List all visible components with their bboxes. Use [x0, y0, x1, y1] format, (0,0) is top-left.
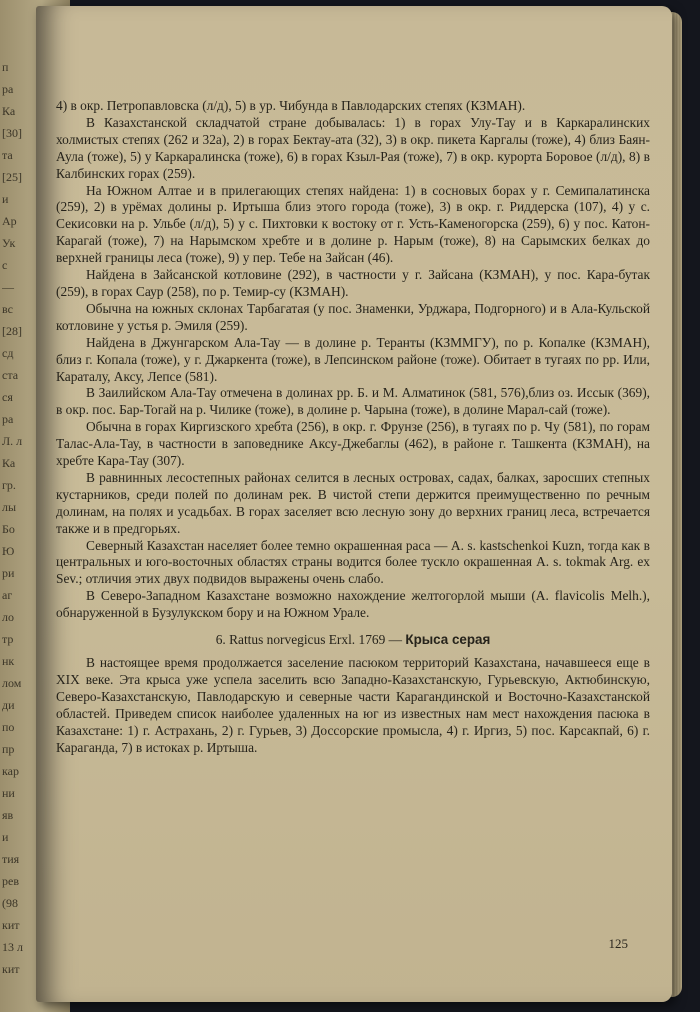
paragraph-3: На Южном Алтае и в прилегающих степях найдена: 1) в сосновых борах у г. Семипалатинска (259), 2) в урёмах долины р. Иртыша близ этого города (тоже), 3) в окр. г. Риддерска (107), 4) у с. Секисовки на р. Ульбе (л/д), 5) у с. Пихтовки к востоку от г. Усть-Каменогорска (259), 6) у пос. Катон-Карагай (тоже), 7) на Нарымском хребте и в долине р. Нарым (тоже), 8) на Сарымских белках до верхней границы леса (тоже), 9) у пер. Тебе на Зайсан (46). — [56, 182, 650, 266]
left-page-fragment: ри — [2, 566, 15, 580]
page-number: 125 — [608, 936, 628, 951]
left-page-fragment: — — [2, 280, 14, 294]
species-common-name: Крыса серая — [405, 632, 491, 648]
left-page-fragment: гр. — [2, 478, 16, 492]
left-page-fragment: [25] — [2, 170, 22, 184]
left-page-fragment: ни — [2, 786, 15, 800]
left-page-fragment: Ар — [2, 214, 17, 228]
left-page-fragment: аг — [2, 588, 13, 602]
left-page-fragment: лом — [2, 676, 22, 690]
paragraph-11: В Северо-Западном Казахстане возможно нахождение желтогорлой мыши (A. flavicolis Melh.), обнаруженной в Бузулукском бору и на Южном Урале. — [56, 588, 650, 621]
left-page-fragment: [28] — [2, 324, 22, 338]
left-page-fragment: кар — [2, 764, 19, 778]
book-page — [36, 6, 672, 1002]
left-page-fragment: ло — [2, 610, 14, 624]
left-page-fragment: ся — [2, 390, 13, 404]
left-page-fragment: Ка — [2, 456, 16, 470]
left-page-fragment: Ю — [2, 544, 15, 558]
section-heading — [56, 632, 650, 649]
left-page-fragment: яв — [2, 808, 14, 822]
left-page-fragment: нк — [2, 654, 15, 668]
left-page-fragment: [30] — [2, 126, 22, 140]
left-page-fragment: ра — [2, 412, 14, 426]
left-page-fragment: ста — [2, 368, 19, 382]
left-page-fragment: кит — [2, 962, 20, 976]
left-page-fragment: п — [2, 60, 9, 74]
left-page-fragment: и — [2, 830, 9, 844]
paragraph-7: В Заилийском Ала-Тау отмечена в долинах рр. Б. и М. Алматинок (581, 576),близ оз. Иссык (369), в окр. пос. Бар-Тогай на р. Чилике (тоже), в долине р. Чарына (тоже), в долине Марал-сай (тоже). — [56, 385, 650, 418]
paragraph-12: В настоящее время продолжается заселение пасюком территорий Казахстана, начавшееся еще в XIX веке. Эта крыса уже успела заселить всю Западно-Казахстанскую, Гурьевскую, Актюбинскую, Северо-Казахстанскую, Павлодарскую и северные части Карагандинской и Восточно-Казахстанской областей. Приведем список наиболее удаленных на юг из известных нам мест нахождения пасюка в Казахстане: 1) г. Астрахань, 2) г. Гурьев, 3) Доссорские промысла, 4) г. Иргиз, 5) пос. Карсакпай, 6) г. Караганда, 7) в истоках р. Иртыша. — [56, 655, 650, 755]
left-page-fragment: ра — [2, 82, 14, 96]
paragraph-4: Найдена в Зайсанской котловине (292), в частности у г. Зайсана (КЗМАН), у пос. Кара-бутак (259), в горах Саур (258), по р. Темир-су (КЗМАН). — [56, 267, 650, 299]
left-page-fragment: Ка — [2, 104, 16, 118]
left-page-fragment: Бо — [2, 522, 15, 536]
left-page-fragment: сд — [2, 346, 14, 360]
paragraph-8: Обычна в горах Киргизского хребта (256), в окр. г. Фрунзе (256), в тугаях по р. Чу (581), по горам Талас-Ала-Тау, в частности в заповеднике Аксу-Джебаглы (462), в районе г. Ташкента (КЗМАН), на хребте Кара-Тау (307). — [56, 419, 650, 469]
species-latin-name: 6. Rattus norvegicus Erxl. 1769 — — [215, 632, 403, 648]
left-page-fragment: та — [2, 148, 13, 162]
paragraph-1: 4) в окр. Петропавловска (л/д), 5) в ур. Чибунда в Павлодарских степях (КЗМАН). — [56, 98, 526, 113]
left-page-fragment: Ук — [2, 236, 16, 250]
left-page-fragment: лы — [2, 500, 17, 514]
paragraph-10: Северный Казахстан населяет более темно окрашенная раса — A. s. kastschenkoi Kuzn, тогда как в центральных и юго-восточных областях страны водится более тускло окрашенная A. s. tokmak Arg. ex Sev.; отличия этих двух подвидов выражены очень слабо. — [56, 537, 650, 587]
left-page-fragment: кит — [2, 918, 20, 932]
left-page-fragment: с — [2, 258, 8, 272]
left-page-fragment: ди — [2, 698, 15, 712]
left-page-fragment: тр — [2, 632, 14, 646]
left-page-fragment: Л. л — [2, 434, 23, 448]
left-page-fragment: вс — [2, 302, 13, 316]
paragraph-2: В Казахстанской складчатой стране добывалась: 1) в горах Улу-Тау и в Каркаралинских холмистых степях (262 и 32а), 2) в горах Бектау-ата (32), 3) в окр. пикета Каргалы (тоже), 4) близ Баян-Аула (тоже), 5) у Каркаралинска (тоже), 6) в горах Кзыл-Рая (тоже), 7) в окр. курорта Боровое (л/д), 8) в Калбинских горах (259). — [56, 114, 650, 181]
left-page-fragment: по — [2, 720, 15, 734]
left-page-fragment: и — [2, 192, 9, 206]
left-page-fragment: (98 — [2, 896, 18, 910]
left-page-fragment: 13 л — [2, 940, 23, 954]
page-text — [56, 98, 650, 756]
paragraph-5: Обычна на южных склонах Тарбагатая (у пос. Знаменки, Урджара, Подгорного) и в Ала-Кульской котловине у устья р. Эмиля (259). — [56, 300, 650, 333]
paragraph-9: В равнинных лесостепных районах селится в лесных островах, садах, балках, заросших степных кустарников, среди полей по долинам рек. В чистой степи держится преимущественно по речным долинам, на полях и усадьбах. В горах заселяет всю лесную зону до верхних границ леса, встречается также и в предгорьях. — [56, 469, 650, 536]
paragraph-6: Найдена в Джунгарском Ала-Тау — в долине р. Теранты (КЗММГУ), по р. Копалке (КЗМАН), близ г. Копала (тоже), у г. Джаркента (тоже), в Лепсинском районе (тоже). Обитает в тугаях по рр. Или, Караталу, Аксу, Лепсе (581). — [56, 334, 650, 384]
left-page-fragment: рев — [2, 874, 19, 888]
left-page-fragment: тия — [2, 852, 20, 866]
left-page-fragment: пр — [2, 742, 15, 756]
